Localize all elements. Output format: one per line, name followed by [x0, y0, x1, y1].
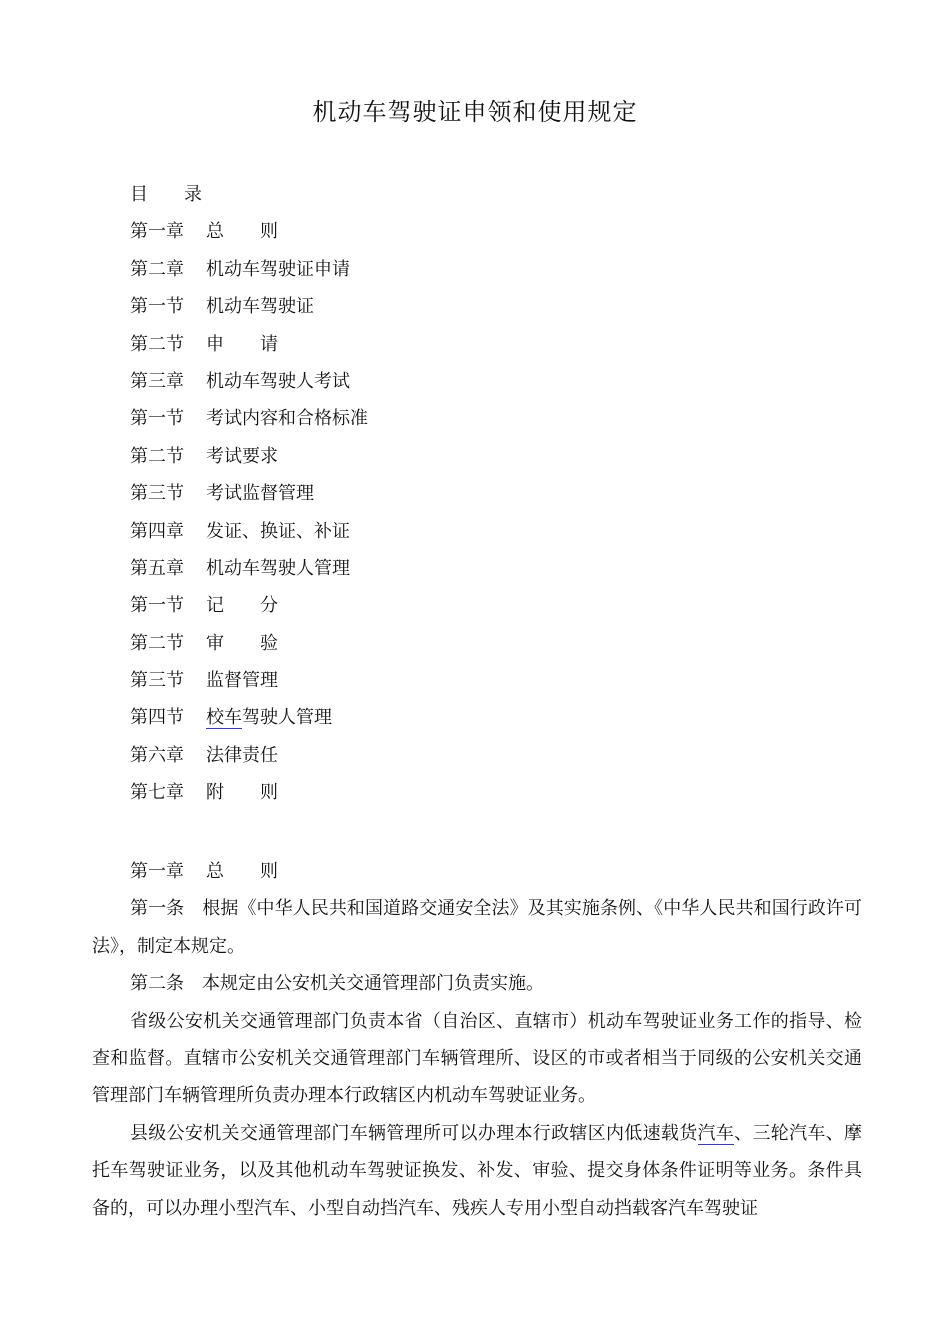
toc-item[interactable] [130, 255, 368, 292]
paragraph-text: 县级公安机关交通管理部门车辆管理所可以办理本行政辖区内低速载货 [130, 1122, 698, 1144]
chapter-number: 第一章 [130, 861, 184, 882]
toc-item-number: 第一节 [130, 296, 184, 318]
toc-item-number: 第五章 [130, 557, 184, 579]
article-paragraph: 第一条 根据《中华人民共和国道路交通安全法》及其实施条例、《中华人民共和国行政许可法》，制定本规定。 [92, 898, 862, 957]
toc-item-label: 机动车驾驶人考试 [206, 370, 350, 392]
toc-item-number: 第六章 [130, 744, 184, 766]
toc-item[interactable] [130, 442, 368, 479]
toc-item-number: 第三节 [130, 483, 184, 505]
toc-item-label: 法律责任 [206, 744, 278, 766]
article-paragraph [92, 1115, 862, 1227]
article-paragraph: 第二条 本规定由公安机关交通管理部门负责实施。 [130, 973, 544, 995]
toc-item-number: 第二节 [130, 632, 184, 654]
toc-item[interactable] [130, 517, 368, 554]
toc-item[interactable] [130, 629, 368, 666]
toc-item[interactable] [130, 292, 368, 329]
chapter-label: 总 则 [206, 861, 278, 882]
toc-item[interactable] [130, 591, 368, 628]
toc-item[interactable] [130, 778, 368, 815]
toc-item-number: 第一章 [130, 221, 184, 243]
toc-item-label: 附 则 [206, 782, 278, 804]
toc-item[interactable] [130, 666, 368, 703]
toc-item-label: 记 分 [206, 595, 278, 617]
toc-item[interactable] [130, 217, 368, 254]
school-bus-link[interactable]: 校车 [206, 707, 242, 729]
toc-item-label: 考试监督管理 [206, 483, 314, 505]
toc-item-label: 考试要求 [206, 445, 278, 467]
toc-item-label: 机动车驾驶证 [206, 296, 314, 318]
toc-item-number: 第七章 [130, 782, 184, 804]
toc-item-number: 第一节 [130, 408, 184, 430]
vehicle-link[interactable]: 汽车 [697, 1122, 735, 1144]
toc-item-number: 第二节 [130, 445, 184, 467]
toc-heading: 目 录 [130, 184, 202, 205]
toc-item-label: 机动车驾驶证申请 [206, 258, 350, 280]
chapter-body [92, 853, 862, 1227]
toc-item-label: 考试内容和合格标准 [206, 408, 368, 430]
chapter-heading [92, 853, 862, 890]
toc-item-number: 第四章 [130, 520, 184, 542]
toc-item[interactable] [130, 404, 368, 441]
paragraph-text: 、三轮汽车、摩托车驾驶证业务，以及其他机动车驾驶证换发、补发、审验、提交身体条件证明等业务。条件具备的，可以办理小型汽车、小型自动挡汽车、残疾人专用小型自动挡载客汽车驾驶证 [92, 1122, 863, 1219]
toc-item-number: 第三章 [130, 370, 184, 392]
toc-item-label: 监督管理 [206, 670, 278, 692]
toc-item[interactable] [130, 367, 368, 404]
toc-item[interactable] [130, 741, 368, 778]
toc-item-number: 第三节 [130, 670, 184, 692]
toc-item[interactable] [130, 330, 368, 367]
toc-item-number: 第四节 [130, 707, 184, 729]
toc-item-label: 审 验 [206, 632, 278, 654]
toc-item[interactable] [130, 479, 368, 516]
toc-item-label: 驾驶人管理 [242, 707, 332, 729]
toc-item[interactable] [130, 554, 368, 591]
toc-item[interactable] [130, 703, 368, 740]
toc-item-label: 申 请 [206, 333, 278, 355]
document-title: 机动车驾驶证申领和使用规定 [312, 98, 638, 126]
table-of-contents [130, 180, 368, 816]
toc-item-number: 第一节 [130, 595, 184, 617]
toc-item-label: 机动车驾驶人管理 [206, 557, 350, 579]
toc-item-label: 发证、换证、补证 [206, 520, 350, 542]
toc-item-number: 第二节 [130, 333, 184, 355]
toc-item-label: 总 则 [206, 221, 278, 243]
toc-item-number: 第二章 [130, 258, 184, 280]
article-paragraph: 省级公安机关交通管理部门负责本省（自治区、直辖市）机动车驾驶证业务工作的指导、检查和监督。直辖市公安机关交通管理部门车辆管理所、设区的市或者相当于同级的公安机关交通管理部门车辆管理所负责办理本行政辖区内机动车驾驶证业务。 [92, 1010, 862, 1107]
